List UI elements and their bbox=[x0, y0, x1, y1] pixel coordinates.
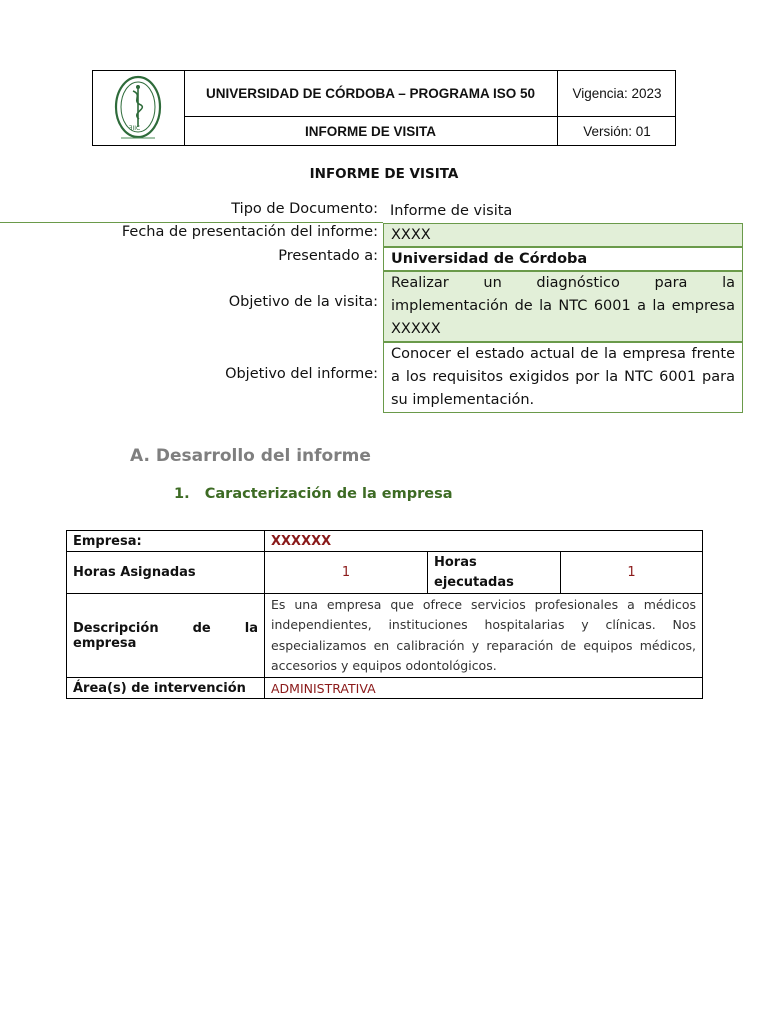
descripcion-label-word: empresa bbox=[73, 635, 137, 651]
vigencia-label: Vigencia: 2023 bbox=[558, 71, 676, 117]
section-a-heading: A. Desarrollo del informe bbox=[130, 446, 371, 466]
descripcion-label-word: de bbox=[192, 620, 211, 636]
descripcion-label-word: Descripción bbox=[73, 620, 159, 636]
institution-title: UNIVERSIDAD DE CÓRDOBA – PROGRAMA ISO 50 bbox=[184, 71, 558, 117]
svg-text:ꟻIIC: ꟻIIC bbox=[129, 125, 141, 132]
descripcion-label-line bbox=[73, 621, 258, 636]
area-label: Área(s) de intervención bbox=[67, 678, 265, 699]
objetivo-visita-label: Objetivo de la visita: bbox=[228, 294, 378, 310]
descripcion-label-word: la bbox=[244, 620, 258, 636]
section-1-heading: 1. Caracterización de la empresa bbox=[174, 486, 453, 502]
table-row bbox=[67, 678, 703, 699]
logo-cell bbox=[93, 71, 185, 145]
table-row bbox=[67, 552, 703, 594]
tipo-documento-label: Tipo de Documento: bbox=[231, 201, 378, 217]
empresa-label: Empresa: bbox=[67, 531, 265, 552]
horas-ejecutadas-label: Horas ejecutadas bbox=[428, 552, 561, 594]
descripcion-value: Es una empresa que ofrece servicios profesionales a médicos independientes, instituciones hospitalarias y clínicas. Nos especializamos en calibración y reparación de equipos médicos, accesorios y equipos odontológicos. bbox=[265, 594, 703, 678]
document-title: INFORME DE VISITA bbox=[309, 166, 459, 182]
fecha-value: XXXX bbox=[383, 223, 743, 247]
horas-ejecutadas-value: 1 bbox=[561, 552, 703, 594]
horas-asignadas-value: 1 bbox=[265, 552, 428, 594]
objetivo-informe-label: Objetivo del informe: bbox=[225, 366, 378, 382]
fecha-label: Fecha de presentación del informe: bbox=[121, 224, 378, 240]
area-value: ADMINISTRATIVA bbox=[265, 678, 703, 699]
objetivo-informe-value: Conocer el estado actual de la empresa frente a los requisitos exigidos por la NTC 6001 para su implementación. bbox=[383, 342, 743, 413]
document-subtitle: INFORME DE VISITA bbox=[184, 117, 558, 145]
university-seal-icon bbox=[93, 71, 184, 145]
company-table bbox=[66, 530, 703, 699]
horas-asignadas-label: Horas Asignadas bbox=[67, 552, 265, 594]
presentado-label: Presentado a: bbox=[278, 248, 378, 264]
divider bbox=[0, 222, 383, 223]
table-row bbox=[67, 531, 703, 552]
empresa-value: XXXXXX bbox=[265, 531, 703, 552]
version-label: Versión: 01 bbox=[583, 123, 651, 139]
table-row bbox=[67, 594, 703, 678]
descripcion-label bbox=[67, 594, 265, 678]
document-header bbox=[92, 70, 676, 146]
objetivo-visita-value: Realizar un diagnóstico para la implementación de la NTC 6001 a la empresa XXXXX bbox=[383, 271, 743, 342]
tipo-documento-value: Informe de visita bbox=[383, 200, 743, 223]
presentado-value: Universidad de Córdoba bbox=[383, 247, 743, 271]
